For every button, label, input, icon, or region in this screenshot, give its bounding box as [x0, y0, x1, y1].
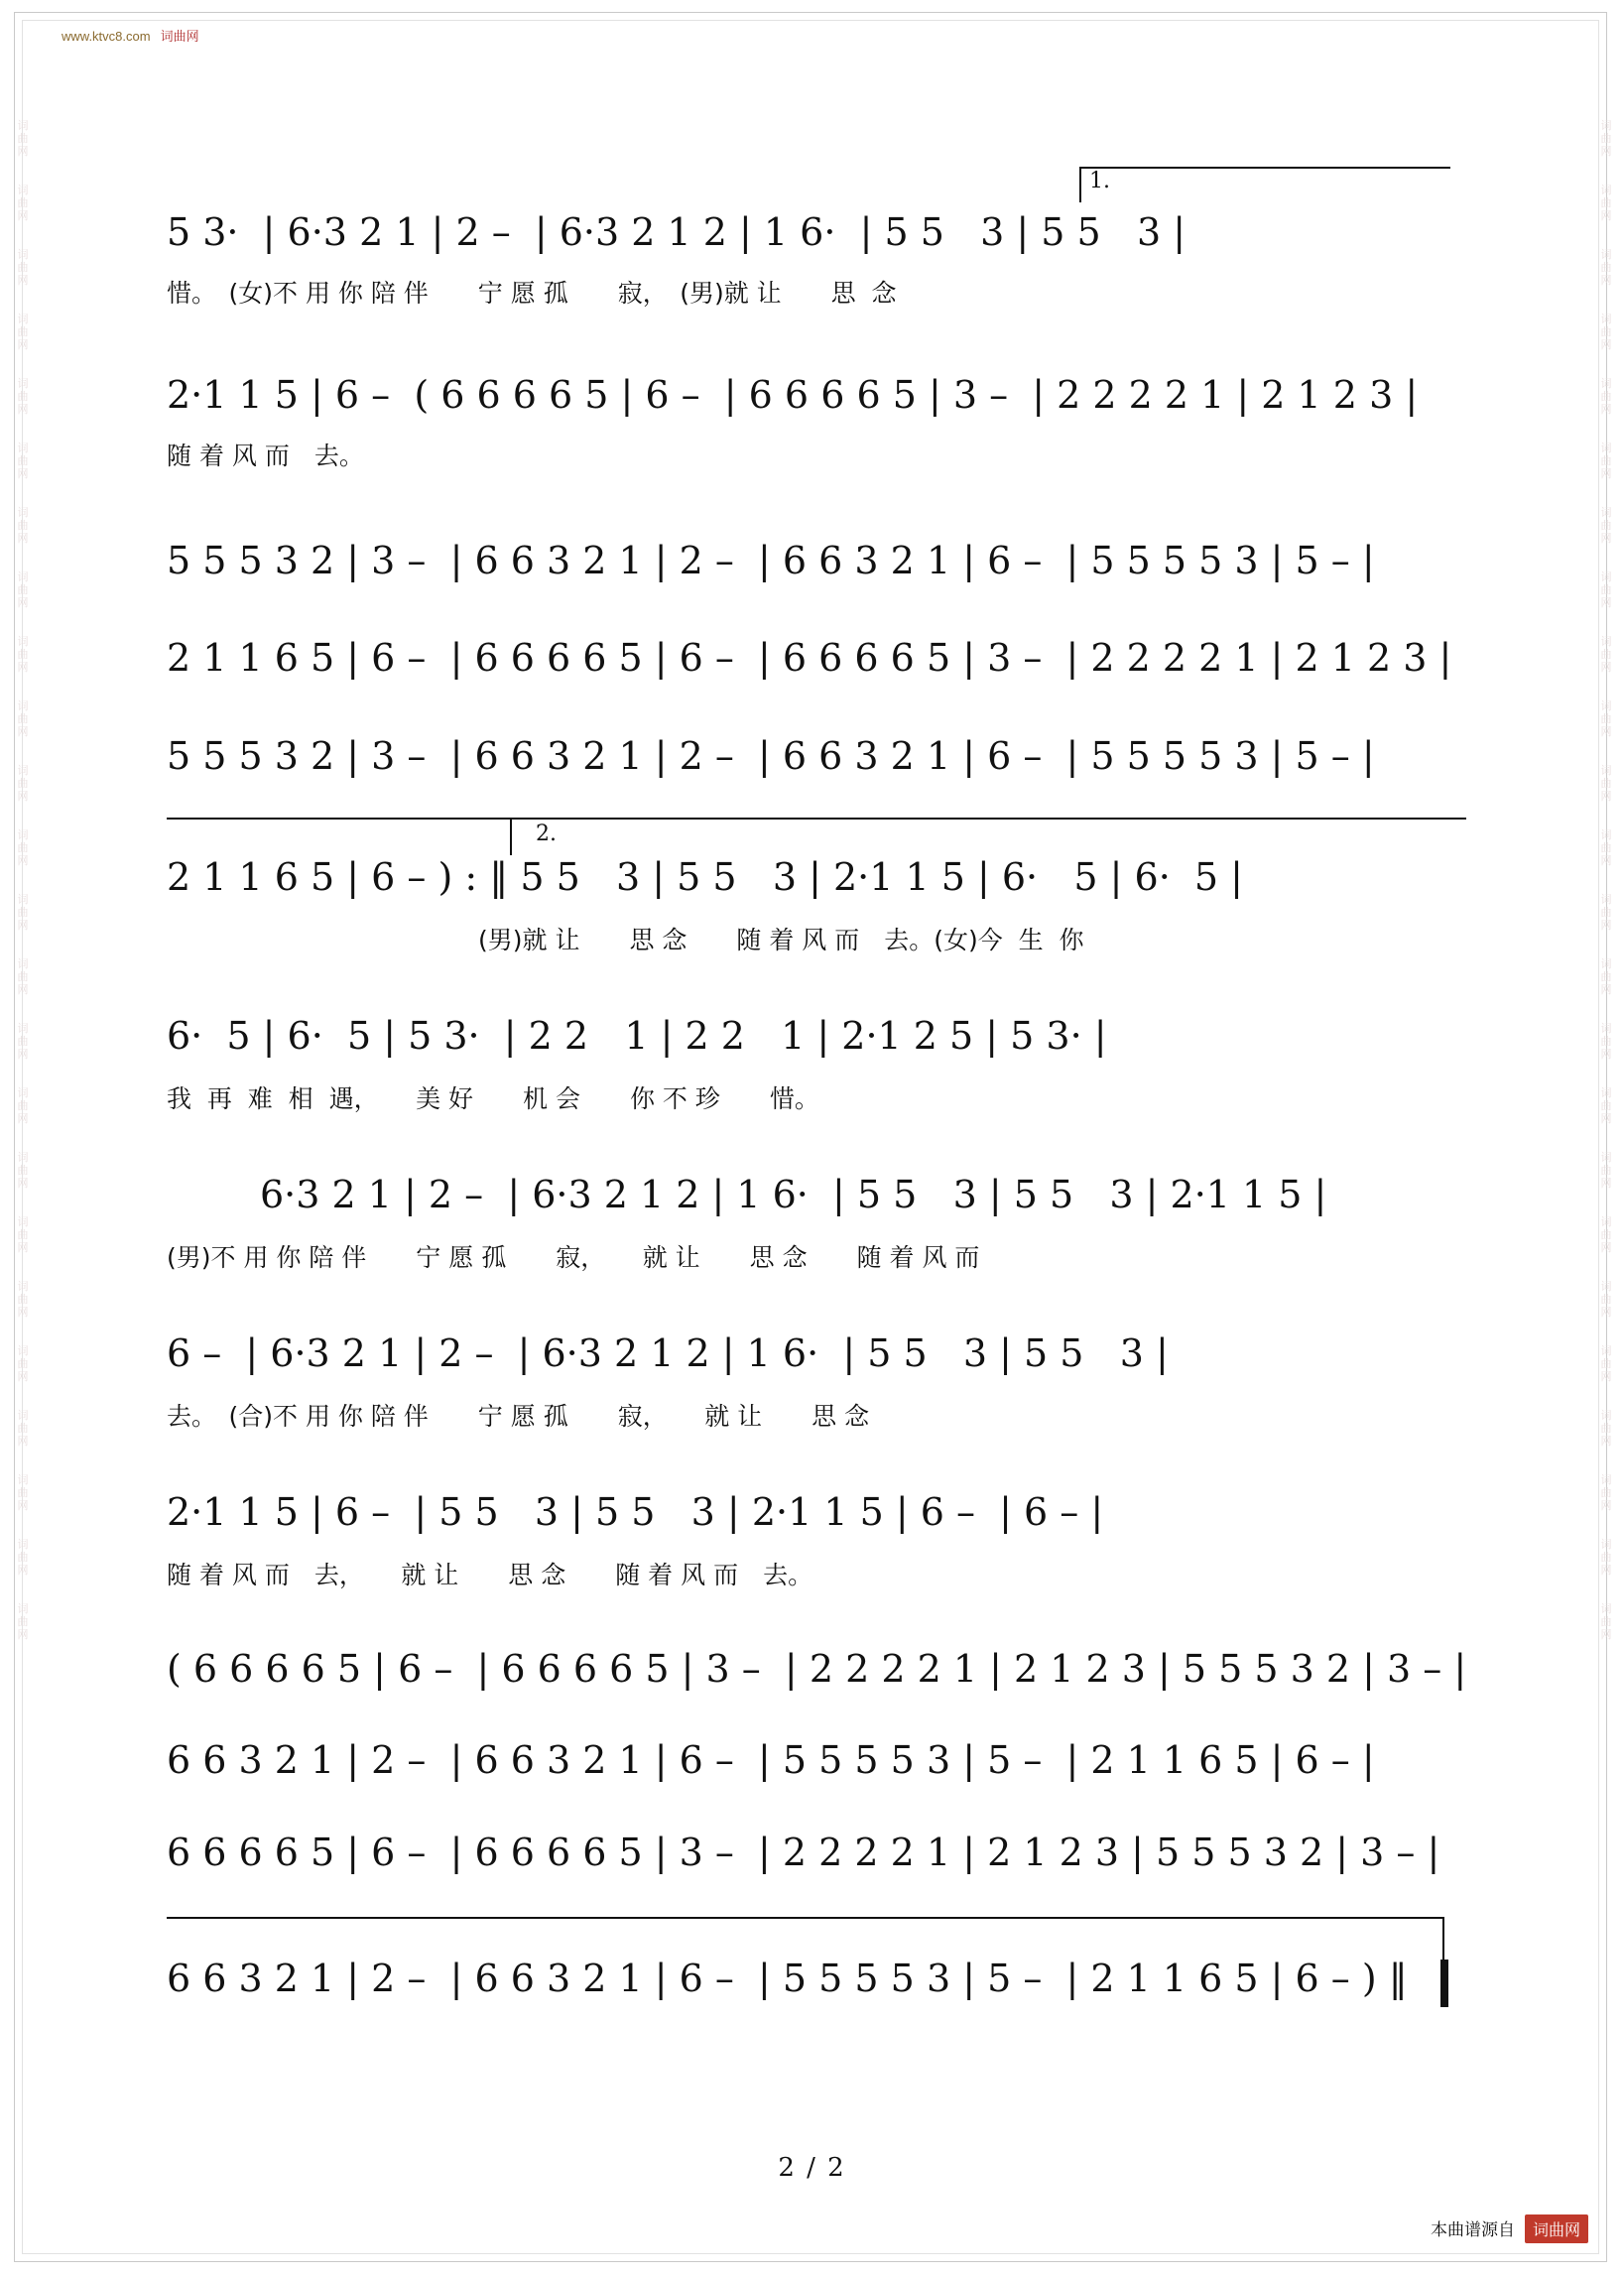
- system-3-notes: 5 5 5 3 2 | 3 – | 6 6 3 2 1 | 2 – | 6 6 3 2 1 | 6 – | 5 5 5 5 3 | 5 – |: [167, 539, 1375, 582]
- watermark-glyph: 网: [17, 1306, 29, 1319]
- volta-1-label: 1.: [1089, 169, 1110, 193]
- watermark-glyph: 词: [17, 570, 29, 583]
- watermark-glyph: 网: [17, 1177, 29, 1190]
- watermark-glyph: 词: [1600, 119, 1612, 132]
- watermark-glyph: 曲: [17, 841, 29, 854]
- system-8-lyrics: (男)不 用 你 陪 伴 宁 愿 孤 寂， 就 让 思 念 随 着 风 而: [167, 1243, 980, 1272]
- footer-text: 本曲谱源自: [1430, 2220, 1515, 2240]
- watermark-glyph: 网: [1600, 1177, 1612, 1190]
- volta-1-bracket: [1079, 167, 1450, 169]
- watermark-glyph: 词: [17, 1473, 29, 1486]
- system-10-notes: 2·1 1 5 | 6 – | 5 5 3 | 5 5 3 | 2·1 1 5 | 6 – | 6 – |: [167, 1490, 1104, 1534]
- watermark-glyph: 曲: [1600, 1228, 1612, 1241]
- watermark-glyph: 网: [17, 1435, 29, 1448]
- watermark-glyph: 网: [1600, 209, 1612, 222]
- watermark-glyph: 词: [17, 699, 29, 712]
- system-2-notes: 2·1 1 5 | 6 – ( 6 6 6 6 5 | 6 – | 6 6 6 6 5 | 3 – | 2 2 2 2 1 | 2 1 2 3 |: [167, 373, 1419, 417]
- watermark-glyph: 曲: [17, 1486, 29, 1499]
- volta-2-bracket: [167, 818, 1466, 820]
- watermark-glyph: 曲: [17, 196, 29, 209]
- watermark-glyph: 词: [1600, 828, 1612, 841]
- system-9-notes: 6 – | 6·3 2 1 | 2 – | 6·3 2 1 2 | 1 6· | 5 5 3 | 5 5 3 |: [167, 1331, 1169, 1375]
- watermark-glyph: 曲: [17, 583, 29, 596]
- watermark-glyph: 曲: [1600, 712, 1612, 725]
- watermark-glyph: 词: [1600, 1538, 1612, 1551]
- watermark-glyph: 网: [17, 661, 29, 674]
- watermark-glyph: 词: [1600, 1602, 1612, 1615]
- watermark-glyph: 曲: [1600, 841, 1612, 854]
- watermark-glyph: 词: [1600, 506, 1612, 519]
- watermark-glyph: 网: [17, 1370, 29, 1383]
- watermark-glyph: 曲: [17, 1035, 29, 1048]
- watermark-glyph: 网: [17, 854, 29, 867]
- watermark-glyph: 词: [17, 1280, 29, 1293]
- watermark-glyph: 网: [17, 983, 29, 996]
- watermark-glyph: 曲: [17, 712, 29, 725]
- watermark-glyph: 词: [17, 1602, 29, 1615]
- watermark-glyph: 曲: [1600, 583, 1612, 596]
- watermark-glyph: 网: [1600, 338, 1612, 351]
- watermark-glyph: 网: [1600, 919, 1612, 932]
- watermark-glyph: 词: [1600, 764, 1612, 777]
- system-4-notes: 2 1 1 6 5 | 6 – | 6 6 6 6 5 | 6 – | 6 6 6 6 5 | 3 – | 2 2 2 2 1 | 2 1 2 3 |: [167, 636, 1452, 680]
- system-10-lyrics: 随 着 风 而 去， 就 让 思 念 随 着 风 而 去。: [167, 1561, 813, 1589]
- page-number-text: 2 / 2: [778, 2153, 846, 2183]
- watermark-glyph: 词: [1600, 1086, 1612, 1099]
- watermark-glyph: 曲: [17, 390, 29, 403]
- watermark-glyph: 词: [17, 1538, 29, 1551]
- watermark-glyph: 词: [1600, 699, 1612, 712]
- watermark-glyph: 网: [17, 467, 29, 480]
- watermark-glyph: 曲: [17, 1228, 29, 1241]
- system-12-notes: 6 6 3 2 1 | 2 – | 6 6 3 2 1 | 6 – | 5 5 5 5 3 | 5 – | 2 1 1 6 5 | 6 – |: [167, 1738, 1375, 1782]
- watermark-glyph: 曲: [1600, 390, 1612, 403]
- watermark-glyph: 网: [1600, 1370, 1612, 1383]
- watermark-glyph: 词: [1600, 635, 1612, 648]
- watermark-glyph: 词: [17, 957, 29, 970]
- system-11-notes: ( 6 6 6 6 5 | 6 – | 6 6 6 6 5 | 3 – | 2 2 2 2 1 | 2 1 2 3 | 5 5 5 3 2 | 3 – |: [167, 1647, 1467, 1691]
- watermark-glyph: 网: [1600, 983, 1612, 996]
- watermark-glyph: 网: [17, 1628, 29, 1641]
- watermark-glyph: 网: [17, 532, 29, 545]
- watermark-glyph: 网: [1600, 596, 1612, 609]
- watermark-glyph: 词: [17, 377, 29, 390]
- watermark-glyph: 词: [1600, 248, 1612, 261]
- watermark-glyph: 词: [17, 1215, 29, 1228]
- watermark-glyph: 曲: [1600, 196, 1612, 209]
- page-number: [0, 2153, 1624, 2183]
- watermark-glyph: 曲: [1600, 1164, 1612, 1177]
- watermark-glyph: 词: [1600, 1409, 1612, 1422]
- system-6-lyrics: (男)就 让 思 念 随 着 风 而 去。(女)今 生 你: [478, 926, 1084, 954]
- watermark-glyph: 曲: [1600, 1293, 1612, 1306]
- system-8-notes: 6·3 2 1 | 2 – | 6·3 2 1 2 | 1 6· | 5 5 3 | 5 5 3 | 2·1 1 5 |: [260, 1173, 1327, 1216]
- footer-brand[interactable]: 词曲网: [1525, 2214, 1588, 2243]
- watermark-glyph: 曲: [17, 777, 29, 790]
- volta-1-tick: [1079, 167, 1081, 202]
- watermark-glyph: 网: [17, 1564, 29, 1577]
- watermark-glyph: 网: [17, 725, 29, 738]
- watermark-glyph: 网: [1600, 1435, 1612, 1448]
- watermark-glyph: 曲: [1600, 1486, 1612, 1499]
- watermark-glyph: 网: [1600, 790, 1612, 803]
- watermark-glyph: 曲: [17, 454, 29, 467]
- watermark-glyph: 曲: [17, 1293, 29, 1306]
- watermark-glyph: 曲: [17, 648, 29, 661]
- watermark-glyph: 曲: [17, 906, 29, 919]
- watermark-glyph: 曲: [17, 261, 29, 274]
- watermark-glyph: 词: [1600, 1280, 1612, 1293]
- watermark-glyph: 网: [1600, 854, 1612, 867]
- volta-2-label: 2.: [536, 822, 557, 846]
- watermark-glyph: 网: [17, 403, 29, 416]
- watermark-glyph: 曲: [17, 132, 29, 145]
- watermark-glyph: 词: [17, 1151, 29, 1164]
- site-url-text: www.ktvc8.com: [62, 29, 151, 44]
- volta-2-tick: [510, 818, 512, 855]
- watermark-glyph: 网: [17, 1499, 29, 1512]
- watermark-glyph: 网: [1600, 467, 1612, 480]
- watermark-glyph: 曲: [1600, 1357, 1612, 1370]
- watermark-glyph: 曲: [17, 519, 29, 532]
- final-double-barline: [1440, 1960, 1448, 2007]
- watermark-glyph: 网: [17, 919, 29, 932]
- watermark-glyph: 词: [17, 1344, 29, 1357]
- watermark-glyph: 网: [1600, 532, 1612, 545]
- watermark-glyph: 词: [17, 442, 29, 454]
- watermark-glyph: 网: [1600, 403, 1612, 416]
- watermark-glyph: 网: [1600, 1564, 1612, 1577]
- watermark-glyph: 曲: [17, 325, 29, 338]
- system-13-notes: 6 6 6 6 5 | 6 – | 6 6 6 6 5 | 3 – | 2 2 2 2 1 | 2 1 2 3 | 5 5 5 3 2 | 3 – |: [167, 1831, 1440, 1874]
- watermark-glyph: 曲: [17, 1422, 29, 1435]
- watermark-glyph: 词: [17, 1022, 29, 1035]
- watermark-glyph: 词: [1600, 1215, 1612, 1228]
- watermark-glyph: 词: [1600, 377, 1612, 390]
- watermark-glyph: 网: [1600, 1499, 1612, 1512]
- watermark-glyph: 词: [1600, 1151, 1612, 1164]
- watermark-glyph: 曲: [1600, 970, 1612, 983]
- watermark-glyph: 网: [1600, 1241, 1612, 1254]
- watermark-glyph: 网: [1600, 1048, 1612, 1061]
- system-9-lyrics: 去。 (合)不 用 你 陪 伴 宁 愿 孤 寂， 就 让 思 念: [167, 1402, 870, 1431]
- watermark-glyph: 曲: [1600, 777, 1612, 790]
- watermark-glyph: 词: [17, 1086, 29, 1099]
- watermark-glyph: 曲: [1600, 261, 1612, 274]
- watermark-glyph: 词: [17, 184, 29, 196]
- watermark-glyph: 词: [17, 313, 29, 325]
- system-7-notes: 6· 5 | 6· 5 | 5 3· | 2 2 1 | 2 2 1 | 2·1 2 5 | 5 3· |: [167, 1014, 1107, 1058]
- watermark-glyph: 网: [17, 596, 29, 609]
- watermark-glyph: 词: [17, 764, 29, 777]
- watermark-glyph: 词: [1600, 570, 1612, 583]
- watermark-glyph: 词: [17, 119, 29, 132]
- system-1-lyrics: 惜。 (女)不 用 你 陪 伴 宁 愿 孤 寂， (男)就 让 思 念: [167, 279, 897, 308]
- watermark-glyph: 曲: [1600, 906, 1612, 919]
- footer: [1431, 2214, 1588, 2243]
- watermark-glyph: 网: [1600, 1112, 1612, 1125]
- watermark-glyph: 曲: [1600, 1099, 1612, 1112]
- system-5-notes: 5 5 5 3 2 | 3 – | 6 6 3 2 1 | 2 – | 6 6 3 2 1 | 6 – | 5 5 5 5 3 | 5 – |: [167, 734, 1375, 778]
- system-14-notes: 6 6 3 2 1 | 2 – | 6 6 3 2 1 | 6 – | 5 5 5 5 3 | 5 – | 2 1 1 6 5 | 6 – ) ‖: [167, 1957, 1408, 2000]
- watermark-glyph: 曲: [1600, 519, 1612, 532]
- watermark-glyph: 网: [17, 274, 29, 287]
- watermark-glyph: 曲: [1600, 1551, 1612, 1564]
- watermark-glyph: 词: [1600, 1022, 1612, 1035]
- watermark-glyph: 网: [17, 209, 29, 222]
- watermark-glyph: 网: [1600, 145, 1612, 158]
- watermark-glyph: 词: [1600, 893, 1612, 906]
- watermark-glyph: 词: [1600, 313, 1612, 325]
- watermark-glyph: 网: [17, 790, 29, 803]
- watermark-glyph: 网: [1600, 1628, 1612, 1641]
- watermark-glyph: 曲: [1600, 1422, 1612, 1435]
- watermark-glyph: 曲: [17, 1551, 29, 1564]
- watermark-glyph: 词: [1600, 1473, 1612, 1486]
- watermark-glyph: 曲: [1600, 132, 1612, 145]
- watermark-glyph: 词: [1600, 442, 1612, 454]
- site-name-text: 词曲网: [160, 30, 199, 45]
- watermark-glyph: 词: [1600, 184, 1612, 196]
- watermark-glyph: 曲: [1600, 454, 1612, 467]
- system-6-notes: 2 1 1 6 5 | 6 – ) : ‖ 5 5 3 | 5 5 3 | 2·1 1 5 | 6· 5 | 6· 5 |: [167, 855, 1243, 899]
- watermark-glyph: 词: [17, 248, 29, 261]
- watermark-glyph: 网: [17, 338, 29, 351]
- watermark-glyph: 曲: [17, 1099, 29, 1112]
- watermark-glyph: 词: [1600, 957, 1612, 970]
- watermark-glyph: 词: [17, 1409, 29, 1422]
- watermark-glyph: 词: [1600, 1344, 1612, 1357]
- watermark-glyph: 网: [17, 1241, 29, 1254]
- watermark-glyph: 词: [17, 506, 29, 519]
- watermark-glyph: 词: [17, 828, 29, 841]
- watermark-glyph: 曲: [17, 1615, 29, 1628]
- watermark-glyph: 曲: [1600, 325, 1612, 338]
- system-2-lyrics: 随 着 风 而 去。: [167, 442, 364, 470]
- system-1-notes: 5 3· | 6·3 2 1 | 2 – | 6·3 2 1 2 | 1 6· | 5 5 3 | 5 5 3 |: [167, 210, 1187, 254]
- watermark-glyph: 网: [1600, 661, 1612, 674]
- watermark-glyph: 曲: [17, 970, 29, 983]
- watermark-glyph: 词: [17, 635, 29, 648]
- watermark-glyph: 曲: [1600, 648, 1612, 661]
- watermark-glyph: 曲: [1600, 1615, 1612, 1628]
- watermark-glyph: 曲: [17, 1357, 29, 1370]
- watermark-glyph: 网: [1600, 725, 1612, 738]
- watermark-glyph: 曲: [1600, 1035, 1612, 1048]
- watermark-glyph: 词: [17, 893, 29, 906]
- watermark-glyph: 网: [1600, 274, 1612, 287]
- system-7-lyrics: 我 再 难 相 遇， 美 好 机 会 你 不 珍 惜。: [167, 1084, 819, 1113]
- final-bracket-tick: [1442, 1917, 1444, 1964]
- watermark-glyph: 网: [17, 1112, 29, 1125]
- watermark-glyph: 曲: [17, 1164, 29, 1177]
- watermark-glyph: 网: [17, 145, 29, 158]
- watermark-glyph: 网: [1600, 1306, 1612, 1319]
- watermark-glyph: 网: [17, 1048, 29, 1061]
- final-bracket: [167, 1917, 1444, 1919]
